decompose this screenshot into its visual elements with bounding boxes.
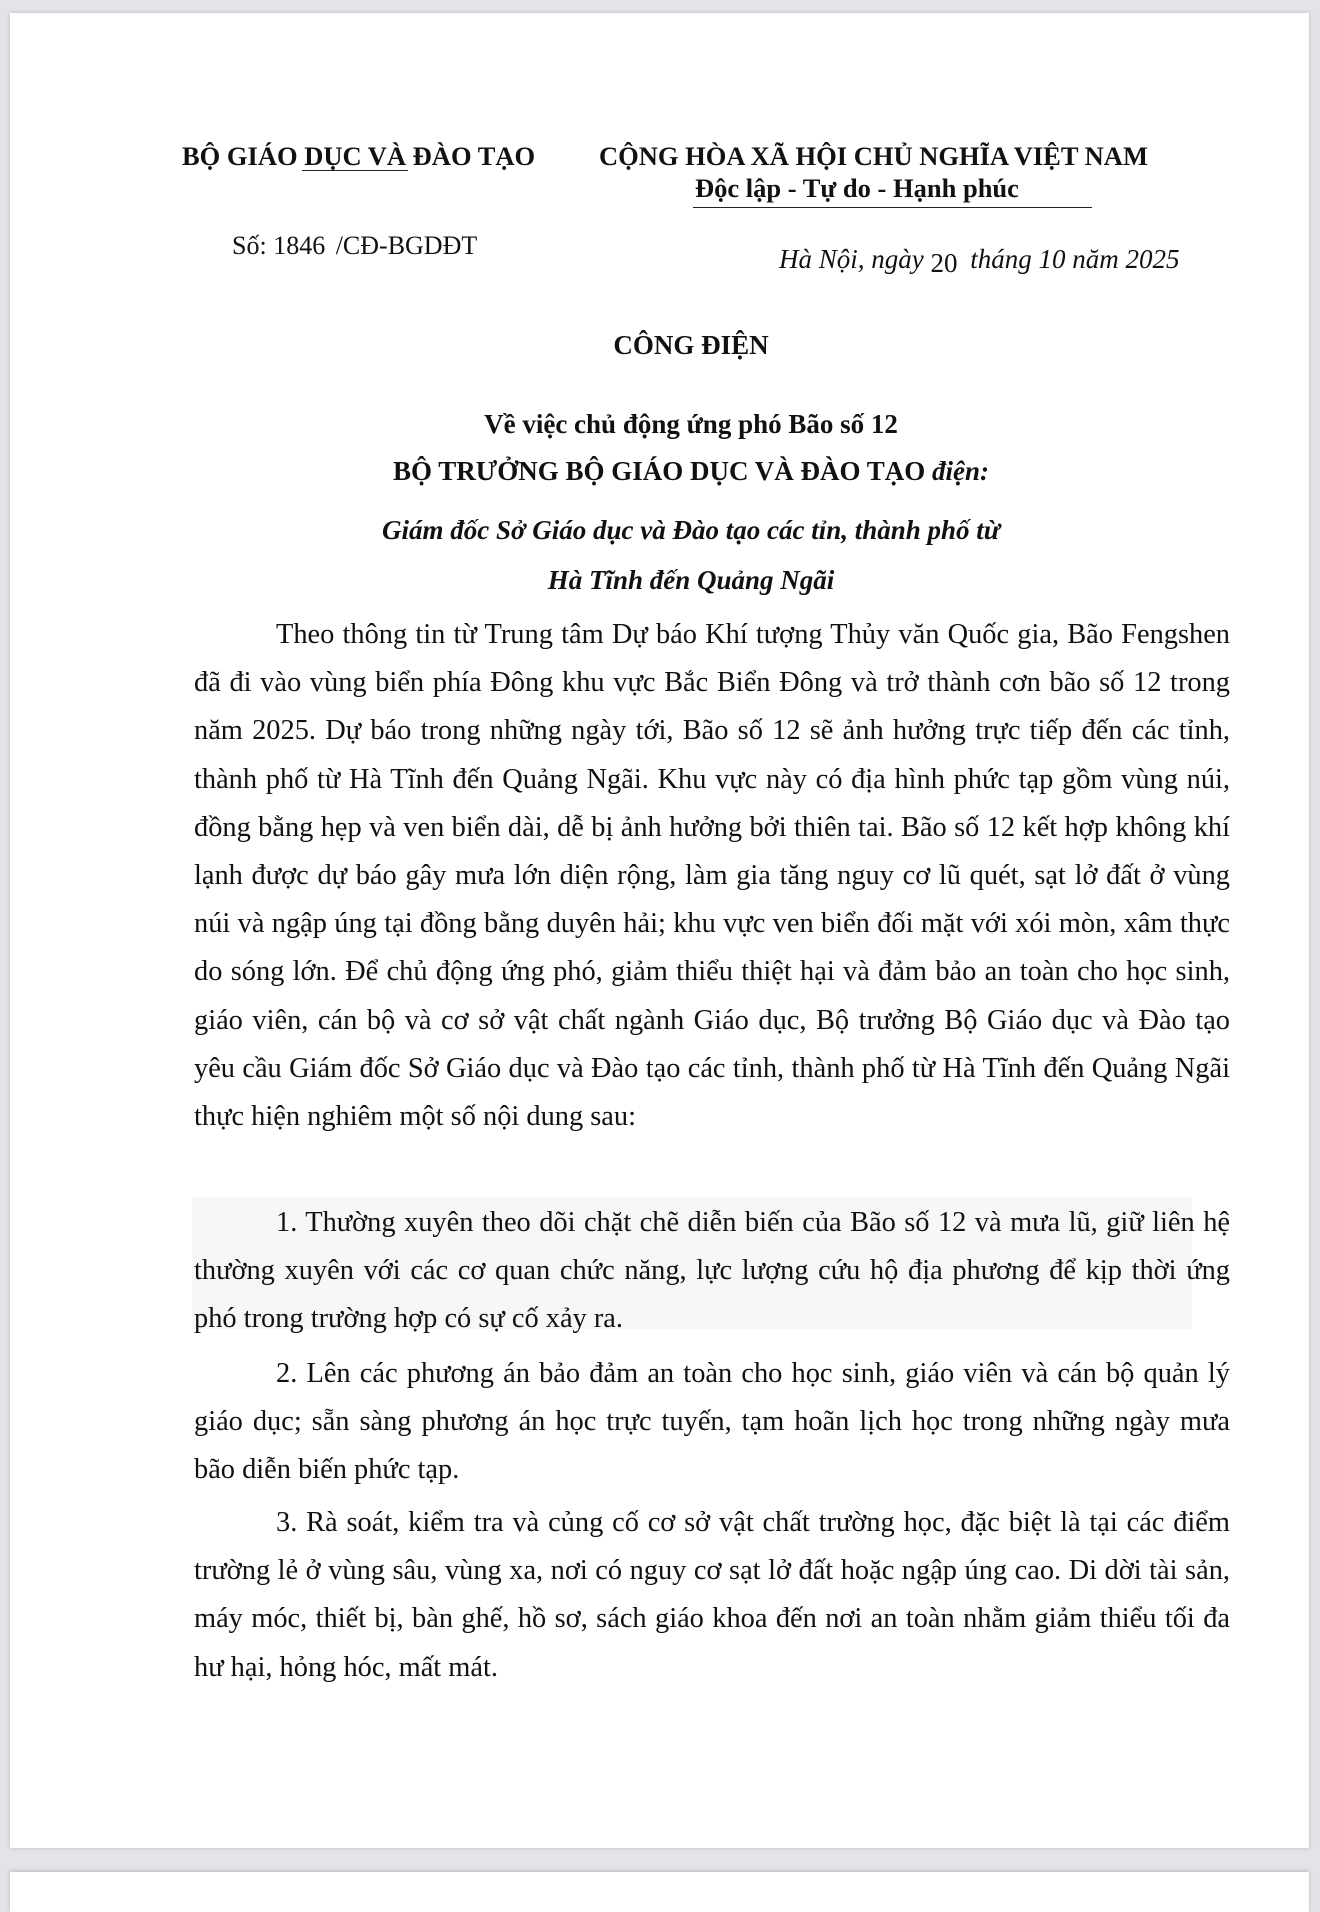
ministry-underline bbox=[302, 170, 408, 171]
document-type: CÔNG ĐIỆN bbox=[613, 330, 769, 360]
list-item-text: 3. Rà soát, kiểm tra và củng cố cơ sở vật chất trường học, đặc biệt là tại các điểm trường lẻ ở vùng sâu, vùng xa, nơi có nguy cơ sạt lở đất hoặc ngập úng cao. Di dời tài sản, máy móc, thiết bị, bàn ghế, hồ sơ, sách giáo khoa đến nơi an toàn nhằm giảm thiểu tối đa hư hại, hỏng hóc, mất mát. bbox=[194, 1507, 1230, 1683]
list-item bbox=[194, 1350, 1230, 1495]
doc-number-value: 1846 bbox=[273, 231, 326, 260]
list-item bbox=[194, 1199, 1230, 1344]
list-item-text: 1. Thường xuyên theo dõi chặt chẽ diễn biến của Bão số 12 và mưa lũ, giữ liên hệ thường xuyên với các cơ quan chức năng, lực lượng cứu hộ địa phương để kịp thời ứng phó trong trường hợp có sự cố xảy ra. bbox=[194, 1207, 1230, 1335]
document-subject: Về việc chủ động ứng phó Bão số 12 bbox=[484, 409, 898, 439]
sender-suffix: điện: bbox=[932, 456, 990, 486]
doc-code: /CĐ-BGDĐT bbox=[335, 231, 478, 260]
national-motto: Độc lập - Tự do - Hạnh phúc bbox=[695, 173, 1019, 203]
ministry-name: BỘ GIÁO DỤC VÀ ĐÀO TẠO bbox=[182, 141, 536, 171]
date-month-year: tháng 10 năm 2025 bbox=[970, 244, 1180, 274]
intro-paragraph bbox=[194, 611, 1230, 1141]
date-place: Hà Nội, ngày bbox=[779, 244, 924, 274]
recipient-line-1: Giám đốc Sở Giáo dục và Đào tạo các tỉn, thành phố từ bbox=[382, 515, 1000, 545]
date-day: 20 bbox=[930, 248, 958, 278]
document-page bbox=[10, 13, 1309, 1848]
country-name: CỘNG HÒA XÃ HỘI CHỦ NGHĨA VIỆT NAM bbox=[599, 141, 1148, 171]
list-item bbox=[194, 1499, 1230, 1692]
sender-name: BỘ TRƯỞNG BỘ GIÁO DỤC VÀ ĐÀO TẠO bbox=[392, 456, 926, 486]
next-page bbox=[10, 1872, 1309, 1912]
motto-underline bbox=[693, 207, 1092, 208]
list-item-text: 2. Lên các phương án bảo đảm an toàn cho học sinh, giáo viên và cán bộ quản lý giáo dục; sẵn sàng phương án học trực tuyến, tạm hoãn lịch học trong những ngày mưa bão diễn biến phức tạp. bbox=[194, 1358, 1230, 1486]
doc-number-label: Số: bbox=[232, 231, 267, 260]
document-number bbox=[232, 231, 477, 261]
recipient-line-2: Hà Tĩnh đến Quảng Ngãi bbox=[547, 565, 835, 595]
document-date bbox=[779, 244, 1180, 278]
document-sender bbox=[10, 456, 1320, 487]
intro-text: Theo thông tin từ Trung tâm Dự báo Khí tượng Thủy văn Quốc gia, Bão Fengshen đã đi vào vùng biển phía Đông khu vực Bắc Biển Đông và trở thành cơn bão số 12 trong năm 2025. Dự báo trong những ngày tới, Bão số 12 sẽ ảnh hưởng trực tiếp đến các tỉnh, thành phố từ Hà Tĩnh đến Quảng Ngãi. Khu vực này có địa hình phức tạp gồm vùng núi, đồng bằng hẹp và ven biển dài, dễ bị ảnh hưởng bởi thiên tai. Bão số 12 kết hợp không khí lạnh được dự báo gây mưa lớn diện rộng, làm gia tăng nguy cơ lũ quét, sạt lở đất ở vùng núi và ngập úng tại đồng bằng duyên hải; khu vực ven biển đối mặt với xói mòn, xâm thực do sóng lớn. Để chủ động ứng phó, giảm thiểu thiệt hại và đảm bảo an toàn cho học sinh, giáo viên, cán bộ và cơ sở vật chất ngành Giáo dục, Bộ trưởng Bộ Giáo dục và Đào tạo yêu cầu Giám đốc Sở Giáo dục và Đào tạo các tỉnh, thành phố từ Hà Tĩnh đến Quảng Ngãi thực hiện nghiêm một số nội dung sau: bbox=[194, 619, 1230, 1133]
